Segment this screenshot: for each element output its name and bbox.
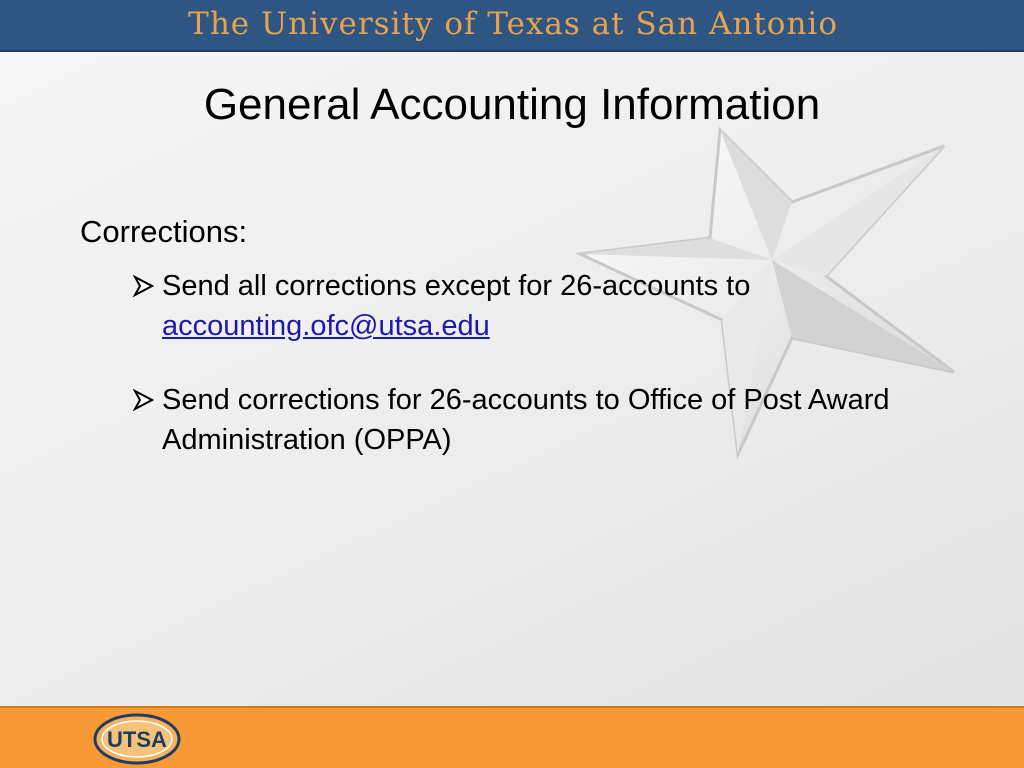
header-band [0,0,1024,52]
bullet-text: Send corrections for 26-accounts to Office of Post Award Administration (OPPA) [162,384,890,456]
slide-title: General Accounting Information [203,80,821,129]
section-heading: Corrections: [80,214,248,249]
utsa-logo-icon [92,712,182,766]
bullet-item [132,266,952,346]
arrow-bullet-icon [132,275,154,297]
bullet-item [132,380,952,460]
logo-text: UTSA [107,727,167,752]
bullet-text [162,266,952,346]
email-link[interactable]: accounting.ofc@utsa.edu [162,310,490,342]
bullet-label: Send all corrections except for 26-accounts to [162,270,751,302]
arrow-bullet-icon [132,389,154,411]
university-name: The University of Texas at San Antonio [188,6,838,42]
